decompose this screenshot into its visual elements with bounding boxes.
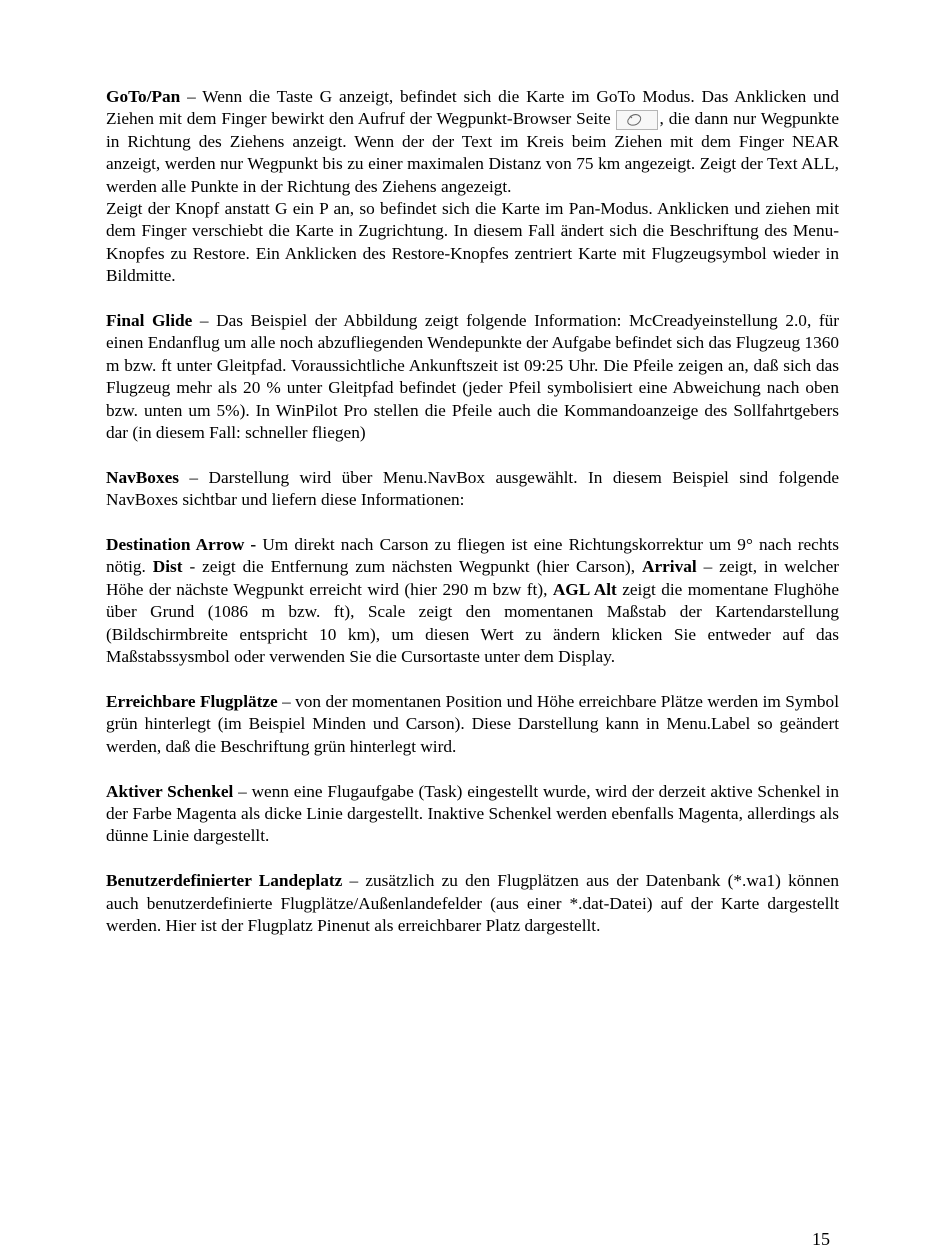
custom-landing-site-text: – zusätzlich zu den Flugplätzen aus der Datenbank (*.wa1) können auch benutzerdefinierte Flugplätze/Außenlandefelder (aus einer *.dat-Datei) auf der Karte dargestellt werden. Hier ist der Flugplatz Pinenut als erreichbarer Platz dargestellt. <box>106 871 839 935</box>
paragraph-gap <box>106 758 839 780</box>
heading-navboxes: NavBoxes <box>106 467 179 487</box>
paragraph-custom-landing-site <box>106 870 839 937</box>
waypoint-browser-icon <box>616 110 658 130</box>
paragraph-gap <box>106 288 839 310</box>
paragraph-final-glide <box>106 310 839 444</box>
paragraph-pan-mode <box>106 198 839 288</box>
document-body <box>106 86 839 937</box>
paragraph-reachable-airfields <box>106 691 839 758</box>
pan-mode-text: Zeigt der Knopf anstatt G ein P an, so befindet sich die Karte im Pan-Modus. Anklicken und ziehen mit dem Finger verschiebt die Karte in Zugrichtung. In diesem Fall ändert sich die Beschriftung des Menu-Knopfes zu Restore. Ein Anklicken des Restore-Knopfes zentriert Karte mit Flugzeugsymbol wieder in Bildmitte. <box>106 199 839 286</box>
heading-agl-alt: AGL Alt <box>552 579 617 599</box>
reachable-airfields-text: – von der momentanen Position und Höhe erreichbare Plätze werden im Symbol grün hinterlegt (im Beispiel Minden und Carson). Diese Darstellung kann in Menu.Label so geändert werden, daß die Beschriftung grün hinterlegt wird. <box>106 691 839 756</box>
page-number: 15 <box>812 1229 830 1249</box>
paragraph-navboxes <box>106 467 839 512</box>
destination-text-c: – zeigt, in welcher Höhe der nächste Wegpunkt erreicht wird (hier 290 m bzw ft), <box>106 557 839 599</box>
destination-text-a: Um direkt nach Carson zu fliegen ist eine Richtungskorrektur um 9° nach rechts nötig. <box>106 535 840 577</box>
destination-text-b: - zeigt die Entfernung zum nächsten Wegpunkt (hier Carson), <box>182 557 642 577</box>
navboxes-text: – Darstellung wird über Menu.NavBox ausgewählt. In diesem Beispiel sind folgende NavBoxes sichtbar und liefern diese Informationen: <box>106 467 839 510</box>
heading-reachable-airfields: Erreichbare Flugplätze <box>106 691 278 711</box>
heading-final-glide: Final Glide <box>106 311 193 331</box>
goto-pan-text-end: , die dann nur Wegpunkte in Richtung des Ziehens anzeigt. Wenn der der Text im Kreis beim Ziehen mit dem Finger NEAR anzeigt, werden nur Wegpunkt bis zu einer maximalen Distanz von 75 km angezeigt. Zeigt der Text ALL, werden alle Punkte in der Richtung des Ziehens angezeigt. <box>106 109 839 196</box>
paragraph-gap <box>106 512 839 534</box>
goto-pan-text-start: – Wenn die Taste G anzeigt, befindet sich die Karte im GoTo Modus. Das Anklicken und Ziehen mit dem Finger bewirkt den Aufruf der Wegpunkt-Browser Seite <box>106 87 839 129</box>
paragraph-gap <box>106 444 839 466</box>
paragraph-active-leg <box>106 781 839 848</box>
heading-arrival: Arrival <box>641 557 697 577</box>
paragraph-gap <box>106 848 839 870</box>
heading-custom-landing-site: Benutzerdefinierter Landeplatz <box>106 871 343 891</box>
paragraph-destination-arrow <box>106 534 839 668</box>
final-glide-text: – Das Beispiel der Abbildung zeigt folgende Information: McCreadyeinstellung 2.0, für einen Endanflug um alle noch abzufliegenden Wendepunkte der Aufgabe befindet sich das Flugzeug 1360 m bzw. ft unter Gleitpfad. Voraussichtliche Ankunftszeit ist 09:25 Uhr. Die Pfeile zeigen an, daß sich das Flugzeug mehr als 20 % unter Gleitpfad befindet (jeder Pfeil symbolisiert eine Abweichung nach oben bzw. unten um 5%). In WinPilot Pro stellen die Pfeile auch die Kommandoanzeige des Sollfahrtgebers dar (in diesem Fall: schneller fliegen) <box>106 311 839 443</box>
active-leg-text: – wenn eine Flugaufgabe (Task) eingestellt wurde, wird der derzeit aktive Schenkel in der Farbe Magenta als dicke Linie dargestellt. Inaktive Schenkel werden ebenfalls Magenta, allerdings als dünne Linie dargestellt. <box>106 781 839 846</box>
heading-active-leg: Aktiver Schenkel <box>106 781 234 801</box>
destination-text-d: zeigt die momentane Flughöhe über Grund (1086 m bzw. ft), Scale zeigt den momentanen Maßstab der Kartendarstellung (Bildschirmbreite entspricht 10 km), um diesen Wert zu ändern klicken Sie entweder auf das Maßstabssysmbol oder verwenden Sie die Cursortaste unter dem Display. <box>106 579 839 667</box>
heading-dist: Dist <box>152 557 183 577</box>
paragraph-goto-pan <box>106 86 839 198</box>
heading-destination-arrow: Destination Arrow - <box>106 535 257 555</box>
paragraph-gap <box>106 669 839 691</box>
heading-goto-pan: GoTo/Pan <box>106 87 181 106</box>
